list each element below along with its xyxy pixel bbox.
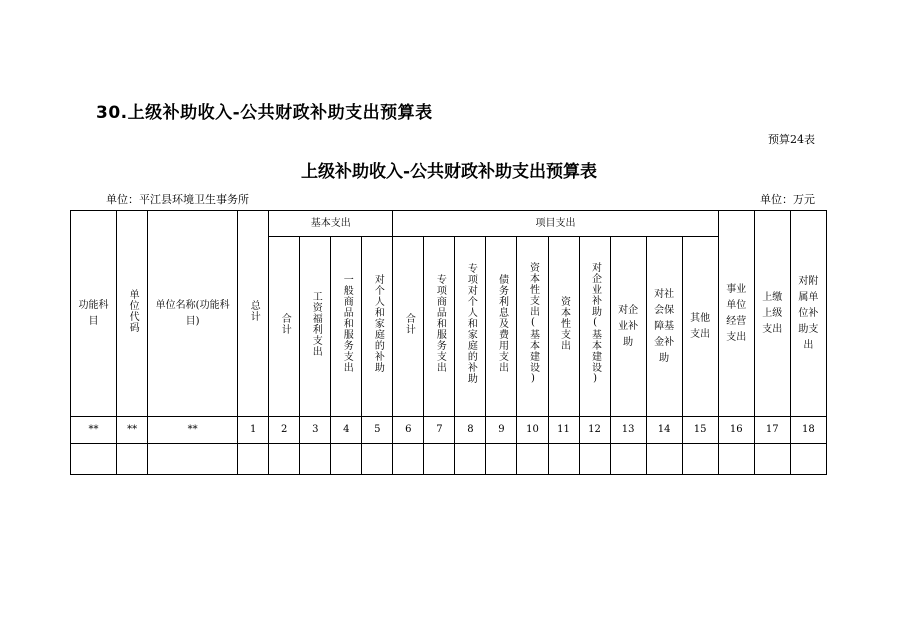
header-unit-name: 单位名称(功能科目) (148, 211, 238, 417)
column-code-cell: 15 (682, 417, 718, 444)
data-cell (718, 444, 754, 475)
column-code-row (71, 417, 827, 444)
column-code-cell: 5 (362, 417, 393, 444)
section-title: 30.上级补助收入-公共财政补助支出预算表 (96, 103, 433, 123)
currency-unit-label: 单位：万元 (760, 193, 815, 206)
data-cell (682, 444, 718, 475)
column-code-cell: ** (148, 417, 238, 444)
column-code-cell: 2 (269, 417, 300, 444)
data-cell (71, 444, 117, 475)
column-code-cell: 12 (579, 417, 610, 444)
column-code-cell: 6 (393, 417, 424, 444)
column-code-cell: 17 (754, 417, 790, 444)
data-cell (517, 444, 548, 475)
unit-name-label: 单位：平江县环境卫生事务所 (106, 193, 249, 206)
column-code-cell: 8 (455, 417, 486, 444)
data-cell (455, 444, 486, 475)
data-cell (393, 444, 424, 475)
header-project-expenditure: 项目支出 (393, 211, 718, 237)
header-project-capital-construction: 资本性支出(基本建设) (517, 237, 548, 417)
data-cell (646, 444, 682, 475)
header-basic-total: 合计 (269, 237, 300, 417)
header-project-enterprise-subsidy: 对企业补助 (610, 237, 646, 417)
column-code-cell: ** (117, 417, 148, 444)
header-subsidy-affiliated: 对附属单位补助支出 (790, 211, 826, 417)
column-code-cell: 14 (646, 417, 682, 444)
table-title: 上级补助收入-公共财政补助支出预算表 (300, 162, 598, 182)
budget-table (70, 210, 827, 475)
data-cell (486, 444, 517, 475)
header-project-capital: 资本性支出 (548, 237, 579, 417)
column-code-cell: 16 (718, 417, 754, 444)
header-project-individual-subsidy: 专项对个人和家庭的补助 (455, 237, 486, 417)
column-code-cell: 1 (238, 417, 269, 444)
data-cell (548, 444, 579, 475)
column-code-cell: 3 (300, 417, 331, 444)
header-project-social-security: 对社会保障基金补助 (646, 237, 682, 417)
header-upper-payment: 上缴上级支出 (754, 211, 790, 417)
data-cell (610, 444, 646, 475)
column-code-cell: 9 (486, 417, 517, 444)
header-basic-goods-services: 一般商品和服务支出 (331, 237, 362, 417)
data-cell (117, 444, 148, 475)
header-basic-expenditure: 基本支出 (269, 211, 393, 237)
header-unit-code: 单位代码 (117, 211, 148, 417)
column-code-cell: 7 (424, 417, 455, 444)
header-project-goods-services: 专项商品和服务支出 (424, 237, 455, 417)
data-cell (269, 444, 300, 475)
column-code-cell: 4 (331, 417, 362, 444)
header-project-debt-interest: 债务利息及费用支出 (486, 237, 517, 417)
column-code-cell: 11 (548, 417, 579, 444)
data-cell (331, 444, 362, 475)
data-row (71, 444, 827, 475)
data-cell (790, 444, 826, 475)
data-cell (579, 444, 610, 475)
header-basic-wages: 工资福利支出 (300, 237, 331, 417)
column-code-cell: 13 (610, 417, 646, 444)
column-code-cell: ** (71, 417, 117, 444)
data-cell (148, 444, 238, 475)
data-cell (238, 444, 269, 475)
column-code-cell: 18 (790, 417, 826, 444)
data-cell (754, 444, 790, 475)
header-basic-individual-subsidy: 对个人和家庭的补助 (362, 237, 393, 417)
column-code-cell: 10 (517, 417, 548, 444)
header-project-other: 其他支出 (682, 237, 718, 417)
header-func-subject: 功能科目 (71, 211, 117, 417)
data-cell (424, 444, 455, 475)
header-project-total: 合计 (393, 237, 424, 417)
header-business-ops: 事业单位经营支出 (718, 211, 754, 417)
table-number: 预算24表 (768, 133, 815, 146)
header-project-enterprise-construction: 对企业补助(基本建设) (579, 237, 610, 417)
data-cell (362, 444, 393, 475)
data-cell (300, 444, 331, 475)
header-total: 总计 (238, 211, 269, 417)
